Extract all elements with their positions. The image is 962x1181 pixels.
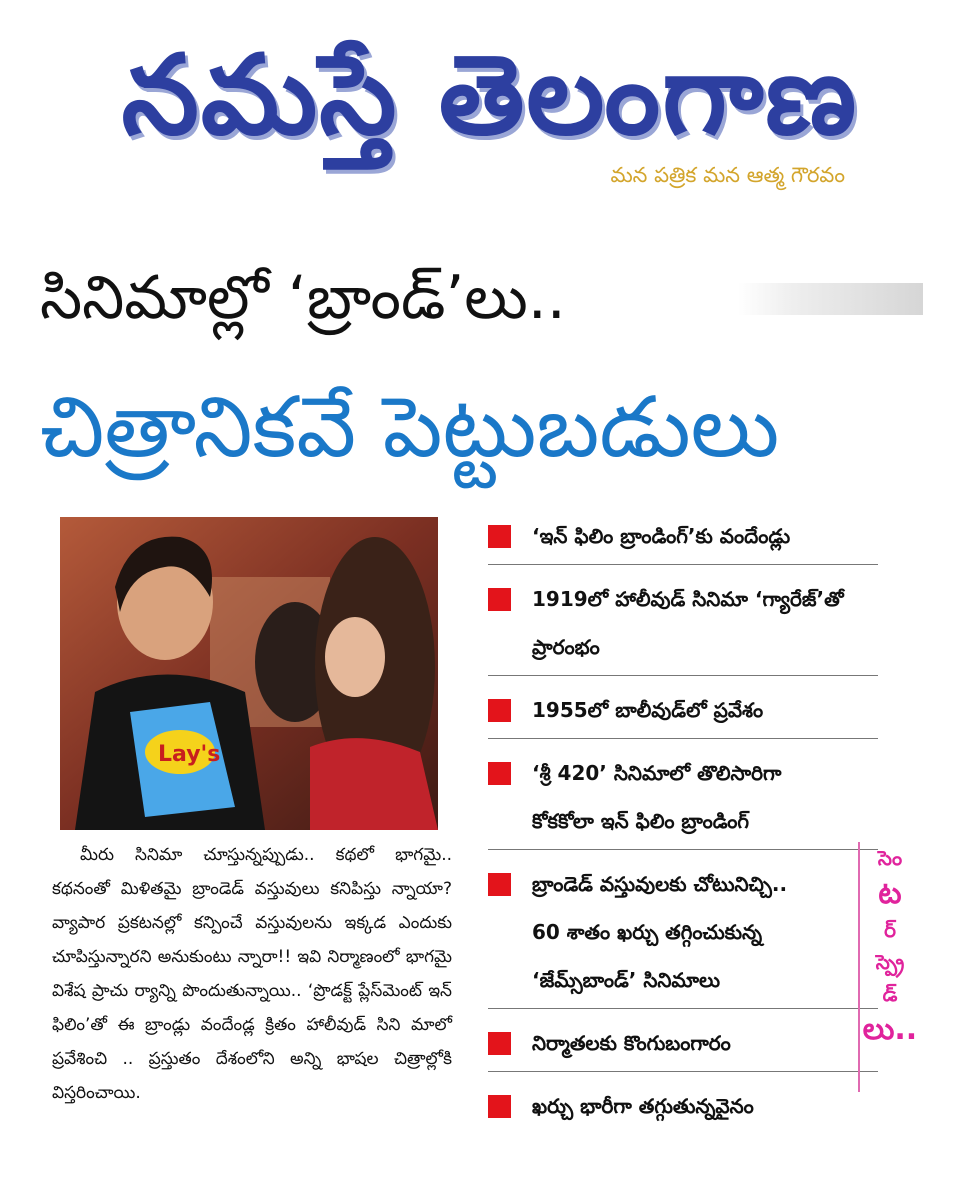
highlight-item (488, 1082, 878, 1134)
bullet-square-icon (488, 699, 511, 722)
highlight-text: బ్రాండెడ్ వస్తువులకు చోటునిచ్చి.. (532, 872, 788, 896)
kicker-decoration-bar (738, 283, 923, 315)
bullet-square-icon (488, 525, 511, 548)
article-photo (60, 517, 438, 830)
bullet-square-icon (488, 1032, 511, 1055)
credit-part: ర్ (884, 918, 896, 942)
highlight-text: ‘ఇన్ ఫిలిం బ్రాండింగ్’కు వందేండ్లు (532, 524, 791, 548)
highlight-item (488, 512, 878, 565)
credit-part: డ్ (882, 982, 898, 1006)
highlight-text: ఖర్చు భారీగా తగ్గుతున్నవైనం (532, 1094, 754, 1118)
highlight-text: 1955లో బాలీవుడ్‌లో ప్రవేశం (532, 698, 764, 722)
credit-part: సెం (877, 846, 903, 870)
masthead-logo: నమస్తే తెలంగాణ (121, 31, 859, 159)
bullet-square-icon (488, 873, 511, 896)
highlights-list (488, 512, 878, 1144)
photo-product-label: Lay's (158, 742, 221, 767)
photo-illustration (60, 517, 438, 830)
highlight-text-continued: ప్రారంభం (532, 635, 600, 659)
bullet-square-icon (488, 588, 511, 611)
credit-part: స్ప్రె (875, 950, 905, 974)
credit-part: లు.. (862, 1012, 918, 1047)
masthead-tagline: మన పత్రిక మన ఆత్మ గౌరవం (610, 163, 845, 187)
article-headline: చిత్రానికవే పెట్టుబడులు (40, 378, 780, 476)
highlight-item (488, 575, 878, 676)
highlight-item (488, 686, 878, 739)
highlight-text-continued: ‘జేమ్స్‌బాండ్’ సినిమాలు (532, 968, 721, 992)
article-body: మీరు సినిమా చూస్తున్నప్పుడు.. కథలో భాగమై.. కథనంతో మిళితమై బ్రాండెడ్ వస్తువులు కనిపిస్తు న్నాయా? వ్యాపార ప్రకటనల్లో కన్పించే వస్తువులను ఇక్కడ ఎందుకు చూపిస్తున్నారని అనుకుంటు న్నారా!! ఇవి నిర్మాణంలో భాగమై విశేష ప్రాచు ర్యాన్ని పొందుతున్నాయి.. ‘ప్రొడక్ట్ ప్లేస్‌మెంట్ ఇన్ ఫిలిం’తో ఈ బ్రాండ్లు వందేండ్ల క్రితం హాలీవుడ్ సిని మాలో ప్రవేశించి .. ప్రస్తుతం దేశంలోని అన్ని భాషల చిత్రాల్లోకి విస్తరించాయి. (52, 845, 452, 1103)
highlight-text: నిర్మాతలకు కొంగుబంగారం (532, 1031, 731, 1055)
credit-part: ట (878, 876, 902, 911)
article-kicker: సినిమాల్లో ‘బ్రాండ్’లు.. (40, 263, 566, 333)
highlight-item (488, 860, 878, 1009)
highlight-text-continued: కోకకోలా ఇన్ ఫిలిం బ్రాండింగ్ (532, 809, 750, 833)
highlight-text: ‘శ్రీ 420’ సినిమాలో తొలిసారిగా (532, 761, 782, 785)
highlight-text-continued: 60 శాతం ఖర్చు తగ్గించుకున్న (532, 920, 763, 944)
highlight-item (488, 1019, 878, 1072)
masthead (95, 30, 885, 200)
bullet-square-icon (488, 1095, 511, 1118)
bullet-square-icon (488, 762, 511, 785)
highlight-text: 1919లో హాలీవుడ్ సినిమా ‘గ్యారేజ్’తో (532, 587, 844, 611)
center-spread-label (858, 842, 920, 1092)
highlight-item (488, 749, 878, 850)
